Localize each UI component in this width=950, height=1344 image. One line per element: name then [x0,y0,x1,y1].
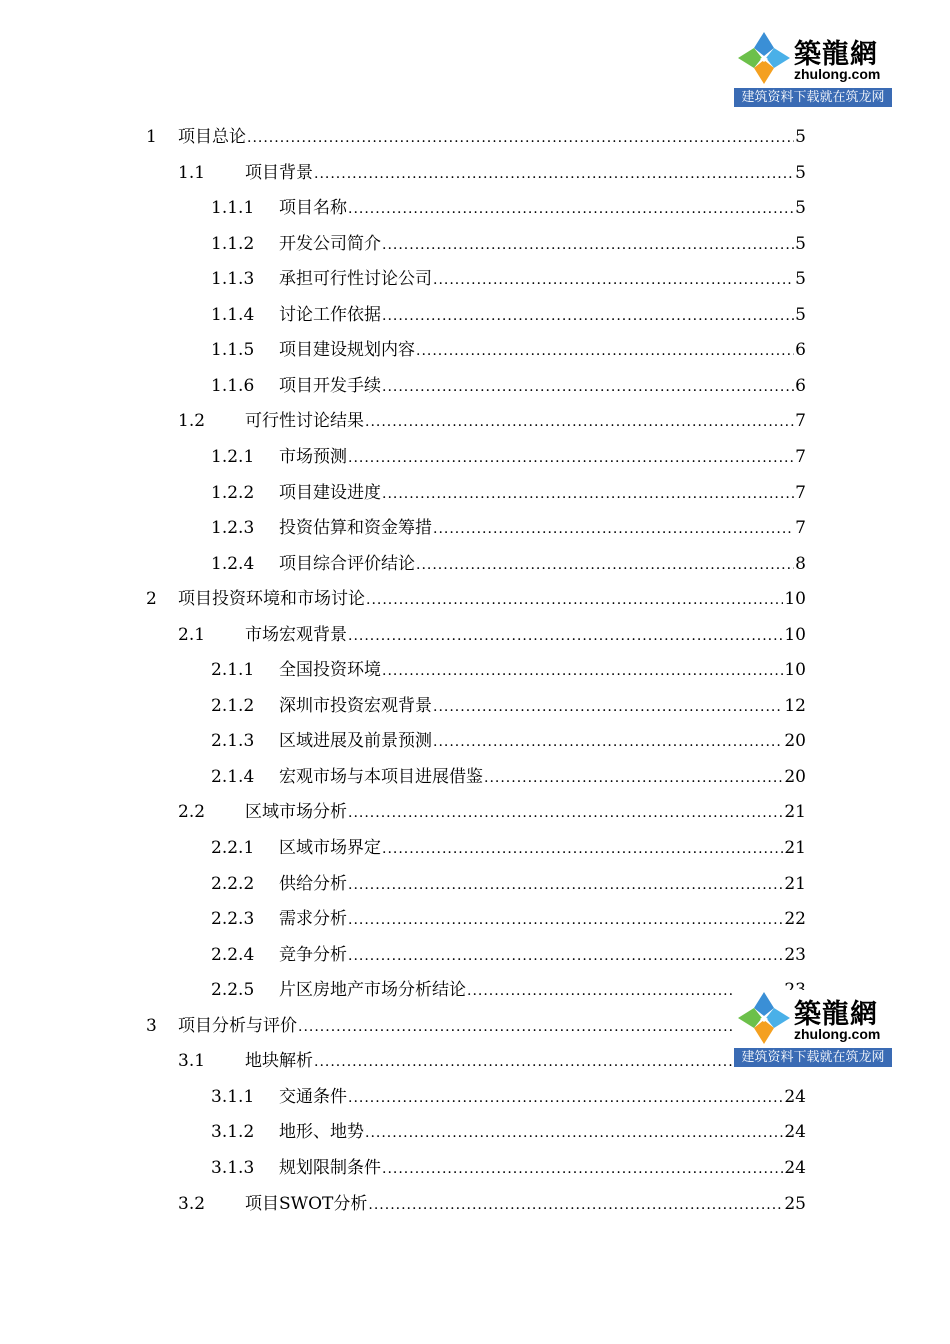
toc-entry-number: 2 [146,589,157,609]
toc-entry-page: 22 [784,909,806,929]
toc-entry-number: 2.2.2 [211,874,255,894]
toc-entry-line [279,1120,806,1145]
toc-entry-title: 交通条件 [279,1087,347,1107]
toc-entry-title: 讨论工作依据 [279,305,381,325]
toc-entry-title: 可行性讨论结果 [245,411,364,431]
toc-entry[interactable] [0,374,950,398]
toc-entry-number: 2.2.4 [211,945,255,965]
toc-entry[interactable] [0,338,950,362]
toc-entry-line [279,836,806,861]
toc-entry-page: 7 [795,411,806,431]
toc-dot-leader [382,375,794,399]
toc-entry-title: 片区房地产市场分析结论 [279,980,466,1000]
toc-dot-leader [365,1121,783,1145]
toc-entry-number: 2.1.2 [211,696,255,716]
toc-entry-page: 24 [784,1158,806,1178]
toc-entry-number: 1.1.4 [211,305,255,325]
toc-entry-line [279,196,806,221]
toc-entry-page: 10 [784,625,806,645]
toc-entry[interactable] [0,765,950,789]
toc-entry-number: 1.1 [178,163,206,183]
toc-entry-line [279,232,806,257]
toc-entry-number: 1.2.2 [211,483,255,503]
toc-entry-title: 市场宏观背景 [245,625,347,645]
toc-dot-leader [314,1050,805,1074]
toc-entry-page: 5 [795,305,806,325]
toc-entry[interactable] [0,516,950,540]
toc-entry[interactable] [0,800,950,824]
toc-entry[interactable] [0,125,950,149]
toc-entry-number: 2.1 [178,625,206,645]
toc-entry-page: 5 [795,234,806,254]
toc-entry-title: 需求分析 [279,909,347,929]
toc-entry-number: 1.1.5 [211,340,255,360]
toc-entry-number: 3.2 [178,1194,206,1214]
toc-entry[interactable] [0,729,950,753]
toc-entry-number: 3.1.1 [211,1087,255,1107]
toc-entry-number: 1.2 [178,411,206,431]
toc-entry-line [178,1014,806,1039]
toc-entry-line [279,729,806,754]
toc-entry-page: 6 [795,376,806,396]
logo-slogan: 建筑资料下载就在筑龙网 [734,1048,892,1067]
toc-entry-line [279,267,806,292]
toc-entry-title: 规划限制条件 [279,1158,381,1178]
toc-entry-number: 1.1.1 [211,198,255,218]
toc-dot-leader [348,801,783,825]
toc-entry-number: 1.1.6 [211,376,255,396]
toc-entry-number: 3.1.2 [211,1122,255,1142]
toc-entry-title: 地形、地势 [279,1122,364,1142]
toc-entry-page: 20 [784,767,806,787]
toc-entry-line [279,1085,806,1110]
toc-entry-number: 3 [146,1016,157,1036]
logo-slogan: 建筑资料下载就在筑龙网 [734,88,892,107]
toc-entry-title: 项目建设规划内容 [279,340,415,360]
toc-dot-leader [382,482,794,506]
toc-entry-title: 项目总论 [178,127,246,147]
toc-dot-leader [368,1193,783,1217]
toc-entry[interactable] [0,658,950,682]
toc-dot-leader [348,1086,783,1110]
toc-entry-title: 区域市场分析 [245,802,347,822]
toc-entry-line [279,907,806,932]
toc-entry[interactable] [0,943,950,967]
toc-entry-title: 项目建设进度 [279,483,381,503]
toc-entry[interactable] [0,623,950,647]
toc-entry-number: 3.1.3 [211,1158,255,1178]
toc-entry[interactable] [0,587,950,611]
toc-dot-leader [247,126,794,150]
toc-entry-page: 12 [784,696,806,716]
toc-entry[interactable] [0,445,950,469]
toc-entry-number: 1.2.4 [211,554,255,574]
toc-entry-page: 5 [795,163,806,183]
toc-entry-title: 竞争分析 [279,945,347,965]
toc-entry-page: 24 [784,1087,806,1107]
toc-entry-title: 全国投资环境 [279,660,381,680]
toc-entry-line [279,303,806,328]
toc-entry-line [279,1156,806,1181]
toc-entry-page: 25 [784,1194,806,1214]
toc-entry-title: 项目名称 [279,198,347,218]
toc-entry-line [178,125,806,150]
toc-entry-line [279,481,806,506]
toc-entry-number: 3.1 [178,1051,206,1071]
toc-entry-title: 项目综合评价结论 [279,554,415,574]
toc-entry[interactable] [0,836,950,860]
toc-dot-leader [348,944,783,968]
toc-dot-leader [348,197,794,221]
toc-entry-page: 7 [795,483,806,503]
logo-name-en: zhulong.com [794,66,881,82]
zhulong-logo-overlay [734,990,892,1068]
toc-entry[interactable] [0,481,950,505]
toc-entry-line [245,409,806,434]
toc-entry-line [279,765,806,790]
toc-entry-page: 7 [795,447,806,467]
toc-entry-page: 5 [795,127,806,147]
toc-entry-number: 1.1.3 [211,269,255,289]
toc-dot-leader [382,304,794,328]
toc-dot-leader [382,233,794,257]
toc-entry-number: 1.2.3 [211,518,255,538]
toc-entry-line [279,338,806,363]
toc-entry-title: 项目分析与评价 [178,1016,297,1036]
toc-entry-title: 供给分析 [279,874,347,894]
toc-entry[interactable] [0,1085,950,1109]
toc-entry-page: 8 [795,554,806,574]
toc-entry-line [178,587,806,612]
toc-entry-title: 项目背景 [245,163,313,183]
toc-entry[interactable] [0,1156,950,1180]
toc-entry[interactable] [0,267,950,291]
toc-entry[interactable] [0,232,950,256]
toc-entry-number: 2.2.1 [211,838,255,858]
toc-entry[interactable] [0,907,950,931]
toc-entry-line [245,1192,806,1217]
toc-entry-page: 21 [784,874,806,894]
zhulong-emblem-icon [734,30,794,88]
toc-dot-leader [348,908,783,932]
toc-entry[interactable] [0,552,950,576]
zhulong-logo [734,30,892,108]
toc-entry[interactable] [0,196,950,220]
toc-entry-line [279,445,806,470]
toc-dot-leader [416,553,794,577]
toc-entry-title: 项目开发手续 [279,376,381,396]
toc-entry-number: 2.2.5 [211,980,255,1000]
toc-entry[interactable] [0,872,950,896]
toc-entry-line [245,1049,806,1074]
toc-entry-page: 21 [784,802,806,822]
toc-entry-line [279,943,806,968]
toc-dot-leader [298,1015,805,1039]
toc-entry-number: 2.1.1 [211,660,255,680]
toc-entry-title: 项目SWOT分析 [245,1194,368,1214]
toc-dot-leader [416,339,794,363]
toc-entry-line [279,694,806,719]
toc-entry-page: 10 [784,660,806,680]
zhulong-emblem-icon [734,990,794,1048]
toc-dot-leader [348,873,783,897]
toc-entry-page: 20 [784,731,806,751]
toc-entry-title: 地块解析 [245,1051,313,1071]
logo-name-en: zhulong.com [794,1026,881,1042]
toc-entry-number: 2.1.3 [211,731,255,751]
toc-entry-title: 深圳市投资宏观背景 [279,696,432,716]
toc-entry-line [279,978,806,1003]
toc-dot-leader [366,588,783,612]
toc-dot-leader [382,1157,783,1181]
toc-entry-number: 2.2 [178,802,206,822]
toc-dot-leader [433,517,794,541]
toc-entry-page: 21 [784,838,806,858]
toc-entry-title: 投资估算和资金筹措 [279,518,432,538]
toc-entry-title: 承担可行性讨论公司 [279,269,432,289]
toc-dot-leader [484,766,783,790]
toc-dot-leader [433,695,783,719]
toc-entry-title: 区域市场界定 [279,838,381,858]
toc-entry[interactable] [0,409,950,433]
toc-entry-number: 2.1.4 [211,767,255,787]
toc-entry-title: 项目投资环境和市场讨论 [178,589,365,609]
toc-entry-line [245,623,806,648]
toc-entry-line [279,516,806,541]
toc-dot-leader [433,268,794,292]
toc-dot-leader [348,446,794,470]
toc-entry-number: 2.2.3 [211,909,255,929]
toc-entry-page: 7 [795,518,806,538]
toc-entry-title: 宏观市场与本项目进展借鉴 [279,767,483,787]
toc-entry[interactable] [0,694,950,718]
toc-entry-line [245,161,806,186]
toc-entry-page: 5 [795,198,806,218]
toc-dot-leader [348,624,783,648]
logo-name-cn: 築龍網 [794,39,878,70]
toc-entry[interactable] [0,161,950,185]
toc-entry-page: 5 [795,269,806,289]
toc-entry-number: 1.2.1 [211,447,255,467]
toc-entry-number: 1 [146,127,157,147]
toc-entry-line [279,552,806,577]
toc-entry-title: 市场预测 [279,447,347,467]
toc-entry-number: 1.1.2 [211,234,255,254]
toc-entry-line [279,658,806,683]
toc-entry-line [245,800,806,825]
toc-dot-leader [382,659,783,683]
toc-entry-page: 6 [795,340,806,360]
toc-dot-leader [365,410,794,434]
toc-entry-title: 开发公司简介 [279,234,381,254]
toc-entry-page: 23 [784,945,806,965]
toc-entry-page: 10 [784,589,806,609]
toc-entry[interactable] [0,303,950,327]
toc-entry-title: 区域进展及前景预测 [279,731,432,751]
toc-entry-line [279,374,806,399]
toc-dot-leader [433,730,783,754]
toc-dot-leader [314,162,794,186]
logo-name-cn: 築龍網 [794,999,878,1030]
toc-entry-line [279,872,806,897]
toc-entry[interactable] [0,1120,950,1144]
toc-entry[interactable] [0,1192,950,1216]
toc-dot-leader [382,837,783,861]
toc-entry-page: 24 [784,1122,806,1142]
